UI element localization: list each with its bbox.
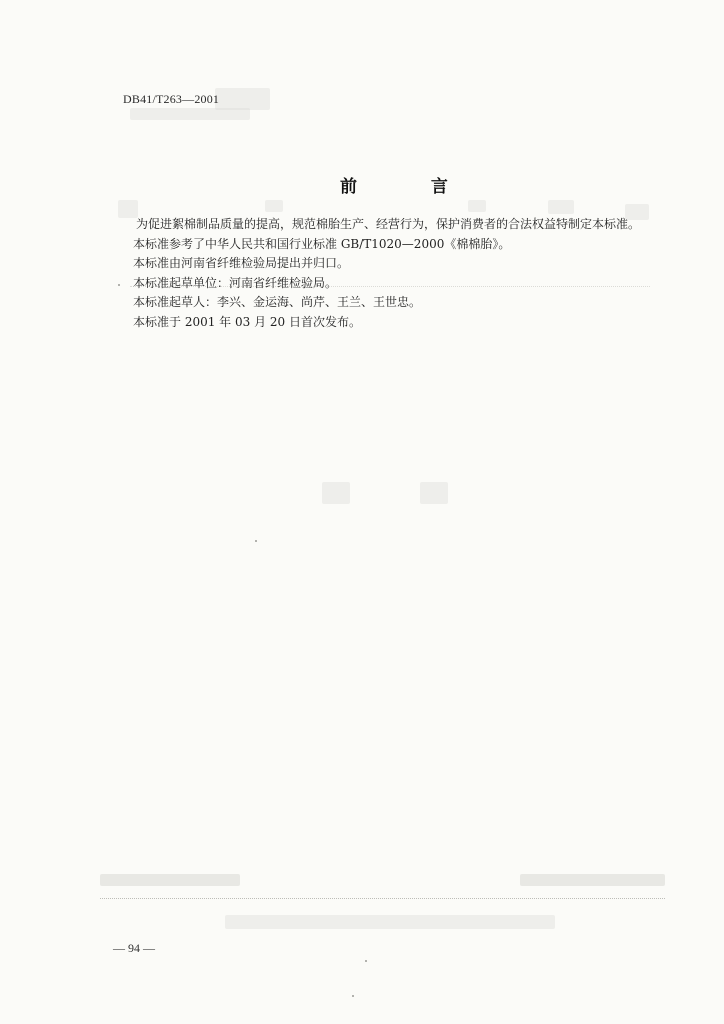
bleed-through-mark — [520, 874, 665, 886]
foreword-body — [133, 215, 673, 332]
paragraph: 本标准起草人：李兴、金运海、尚芹、王兰、王世忠。 — [133, 295, 422, 309]
bleed-through-mark — [548, 200, 574, 214]
bleed-through-mark — [265, 200, 283, 212]
speck — [255, 540, 257, 542]
bleed-through-rule — [100, 898, 665, 899]
paragraph: 本标准参考了中华人民共和国行业标准 GB/T1020—2000《棉棉胎》。 — [133, 236, 511, 251]
bleed-through-mark — [420, 482, 448, 504]
bleed-through-mark — [468, 200, 486, 212]
bleed-through-mark — [100, 874, 240, 886]
bleed-through-mark — [130, 108, 250, 120]
paragraph: 本标准起草单位：河南省纤维检验局。 — [133, 275, 338, 290]
paragraph: 本标准由河南省纤维检验局提出并归口。 — [133, 256, 350, 270]
speck — [365, 960, 367, 962]
paragraph: 为促进絮棉制品质量的提高，规范棉胎生产、经营行为，保护消费者的合法权益特制定本标准。 — [136, 217, 641, 231]
standard-code: DB41/T263—2001 — [123, 92, 220, 106]
section-title: 前 言 — [340, 177, 482, 197]
speck — [352, 995, 354, 997]
page-number: — 94 — — [113, 941, 155, 955]
paragraph: 本标准于 2001 年 03 月 20 日首次发布。 — [133, 314, 361, 329]
speck — [118, 284, 120, 286]
bleed-through-mark — [322, 482, 350, 504]
bleed-through-mark — [225, 915, 555, 929]
bleed-through-mark — [215, 88, 270, 110]
